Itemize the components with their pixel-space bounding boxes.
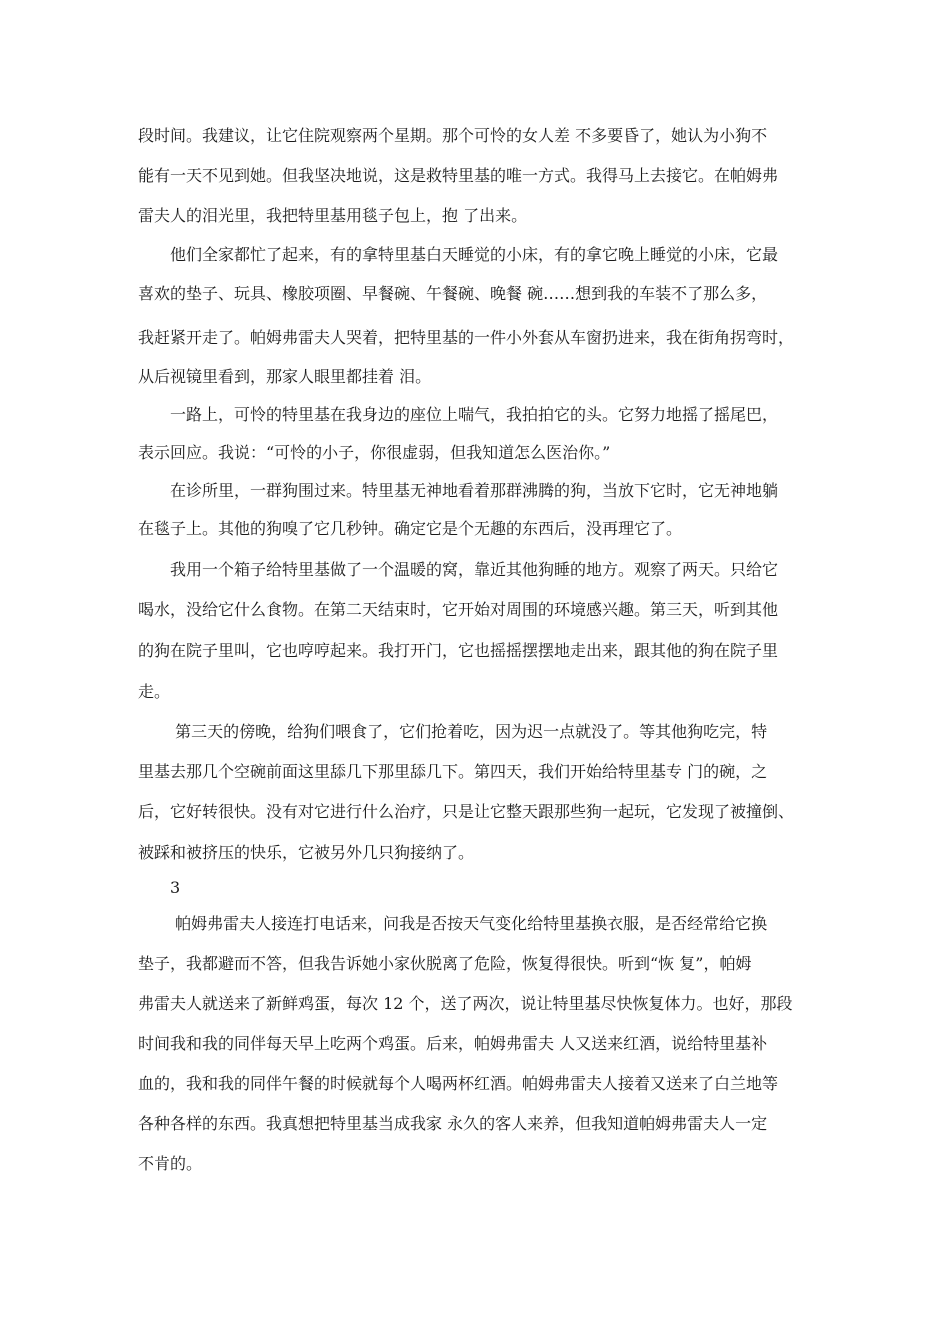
text-line: 我用一个箱子给特里基做了一个温暖的窝，靠近其他狗睡的地方。观察了两天。只给它 bbox=[138, 560, 779, 579]
text-line: 后，它好转很快。没有对它进行什么治疗，只是让它整天跟那些狗一起玩，它发现了被撞倒、 bbox=[138, 802, 795, 821]
text-line: 里基去那几个空碗前面这里舔几下那里舔几下。第四天，我们开始给特里基专 门的碗，之 bbox=[138, 762, 768, 781]
text-line: 走。 bbox=[138, 682, 171, 701]
text-line: 第三天的傍晚，给狗们喂食了，它们抢着吃，因为迟一点就没了。等其他狗吃完，特 bbox=[138, 722, 768, 741]
text-line: 能有一天不见到她。但我坚决地说，这是救特里基的唯一方式。我得马上去接它。在帕姆弗 bbox=[138, 166, 779, 185]
text-line: 他们全家都忙了起来，有的拿特里基白天睡觉的小床，有的拿它晚上睡觉的小床，它最 bbox=[138, 245, 779, 264]
text-line: 喝水，没给它什么食物。在第二天结束时，它开始对周围的环境感兴趣。第三天，听到其他 bbox=[138, 600, 779, 619]
text-line: 从后视镜里看到，那家人眼里都挂着 泪。 bbox=[138, 367, 432, 386]
text-line: 表示回应。我说：“可怜的小子，你很虚弱，但我知道怎么医治你。” bbox=[138, 443, 611, 462]
text-line: 帕姆弗雷夫人接连打电话来，问我是否按天气变化给特里基换衣服，是否经常给它换 bbox=[138, 914, 768, 933]
text-line: 弗雷夫人就送来了新鲜鸡蛋，每次 12 个，送了两次，说让特里基尽快恢复体力。也好，那段 bbox=[138, 994, 793, 1013]
text-line: 不肯的。 bbox=[138, 1154, 203, 1173]
text-line: 各种各样的东西。我真想把特里基当成我家 永久的客人来养，但我知道帕姆弗雷夫人一定 bbox=[138, 1114, 768, 1133]
text-line: 雷夫人的泪光里，我把特里基用毯子包上，抱 了出来。 bbox=[138, 206, 528, 225]
text-line: 的狗在院子里叫，它也哼哼起来。我打开门，它也摇摇摆摆地走出来，跟其他的狗在院子里 bbox=[138, 641, 779, 660]
text-line: 我赶紧开走了。帕姆弗雷夫人哭着，把特里基的一件小外套从车窗扔进来，我在街角拐弯时， bbox=[138, 328, 795, 347]
text-line: 在诊所里，一群狗围过来。特里基无神地看着那群沸腾的狗，当放下它时，它无神地躺 bbox=[138, 481, 779, 500]
text-line: 在毯子上。其他的狗嗅了它几秒钟。确定它是个无趣的东西后，没再理它了。 bbox=[138, 519, 683, 538]
text-line: 血的，我和我的同伴午餐的时候就每个人喝两杯红酒。帕姆弗雷夫人接着又送来了白兰地等 bbox=[138, 1074, 779, 1093]
text-line: 时间我和我的同伴每天早上吃两个鸡蛋。后来，帕姆弗雷夫 人又送来红酒，说给特里基补 bbox=[138, 1034, 768, 1053]
text-line: 被踩和被挤压的快乐，它被另外几只狗接纳了。 bbox=[138, 843, 475, 862]
text-line: 喜欢的垫子、玩具、橡胶项圈、早餐碗、午餐碗、晚餐 碗……想到我的车装不了那么多， bbox=[138, 284, 768, 303]
section-number: 3 bbox=[138, 878, 181, 897]
text-line: 垫子，我都避而不答，但我告诉她小家伙脱离了危险，恢复得很快。听到“恢 复”，帕姆 bbox=[138, 954, 752, 973]
text-line: 一路上，可怜的特里基在我身边的座位上喘气，我拍拍它的头。它努力地摇了摇尾巴， bbox=[138, 405, 779, 424]
text-line: 段时间。我建议，让它住院观察两个星期。那个可怜的女人差 不多要昏了，她认为小狗不 bbox=[138, 126, 768, 145]
